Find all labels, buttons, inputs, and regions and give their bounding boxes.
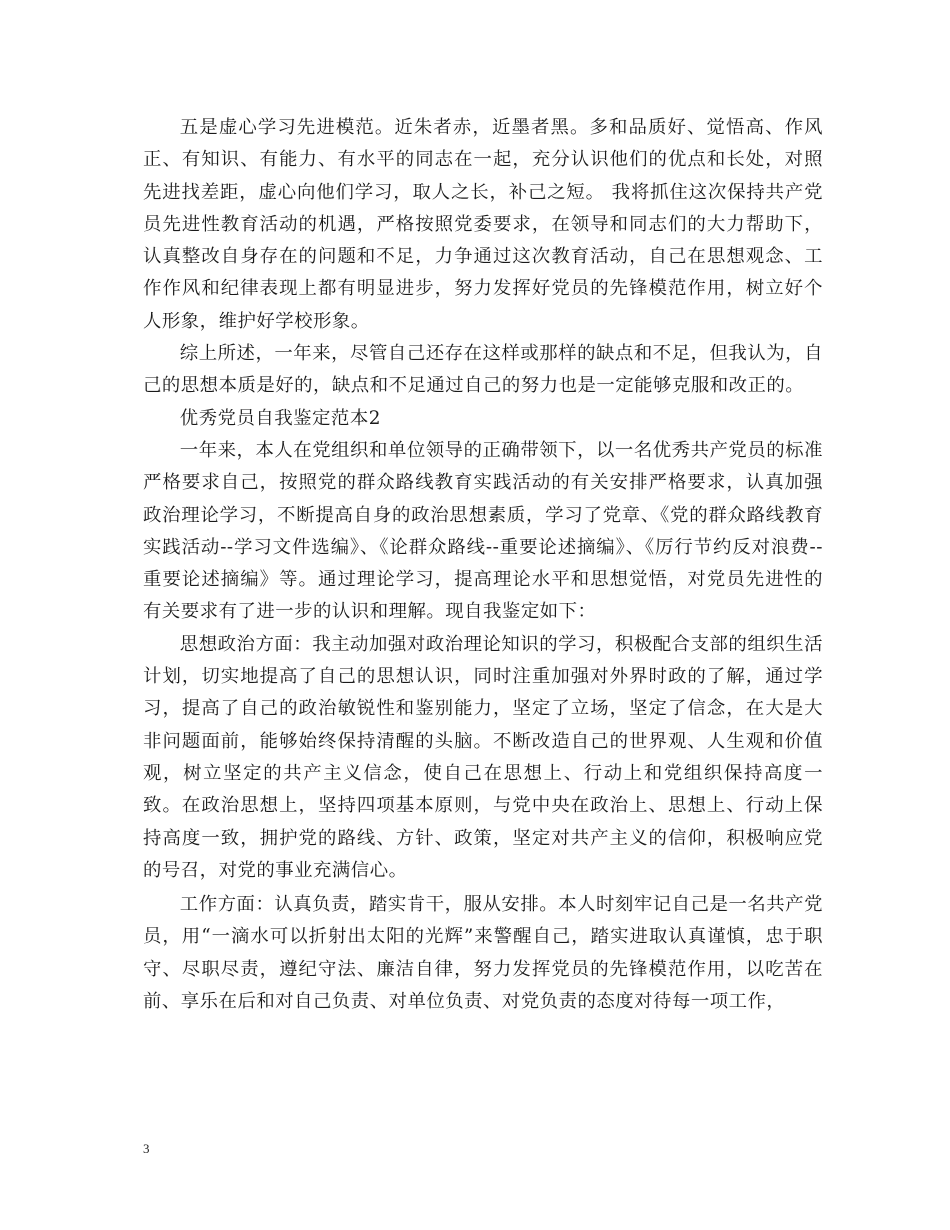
paragraph-intro: 一年来，本人在党组织和单位领导的正确带领下，以一名优秀共产党员的标准严格要求自己，按照党的群众路线教育实践活动的有关安排严格要求，认真加强政治理论学习，不断提高自身的政治思想素质，学习了党章、《党的群众路线教育实践活动--学习文件选编》、《论群众路线--重要论述摘编》、《厉行节约反对浪费--重要论述摘编》等。通过理论学习，提高理论水平和思想觉悟，对党员先进性的有关要求有了进一步的认识和理解。现自我鉴定如下：: [143, 439, 823, 623]
document-body: [143, 112, 823, 1018]
paragraph-summary: 综上所述，一年来，尽管自己还存在这样或那样的缺点和不足，但我认为，自己的思想本质是好的，缺点和不足通过自己的努力也是一定能够克服和改正的。: [143, 343, 823, 397]
paragraph-work: 工作方面：认真负责，踏实肯干，服从安排。本人时刻牢记自己是一名共产党员，用“一滴水可以折射出太阳的光辉”来警醒自己，踏实进取认真谨慎，忠于职守、尽职尽责，遵纪守法、廉洁自律，努力发挥党员的先锋模范作用，以吃苦在前、享乐在后和对自己负责、对单位负责、对党负责的态度对待每一项工作，: [143, 894, 823, 1013]
paragraph-political: 思想政治方面：我主动加强对政治理论知识的学习，积极配合支部的组织生活计划，切实地提高了自己的思想认识，同时注重加强对外界时政的了解，通过学习，提高了自己的政治敏锐性和鉴别能力，坚定了立场，坚定了信念，在大是大非问题面前，能够始终保持清醒的头脑。不断改造自己的世界观、人生观和价值观，树立坚定的共产主义信念，使自己在思想上、行动上和党组织保持高度一致。在政治思想上，坚持四项基本原则，与党中央在政治上、思想上、行动上保持高度一致，拥护党的路线、方针、政策，坚定对共产主义的信仰，积极响应党的号召，对党的事业充满信心。: [143, 633, 823, 881]
paragraph-model-learning: 五是虚心学习先进模范。近朱者赤，近墨者黑。多和品质好、觉悟高、作风正、有知识、有能力、有水平的同志在一起，充分认识他们的优点和长处，对照先进找差距，虚心向他们学习，取人之长，补己之短。 我将抓住这次保持共产党员先进性教育活动的机遇，严格按照党委要求，在领导和同志们的大力帮助下，认真整改自身存在的问题和不足，力争通过这次教育活动，自己在思想观念、工作作风和纪律表现上都有明显进步，努力发挥好党员的先锋模范作用，树立好个人形象，维护好学校形象。: [143, 117, 823, 332]
page-number: 3: [143, 1141, 150, 1156]
section-heading: 优秀党员自我鉴定范本2: [179, 407, 381, 429]
